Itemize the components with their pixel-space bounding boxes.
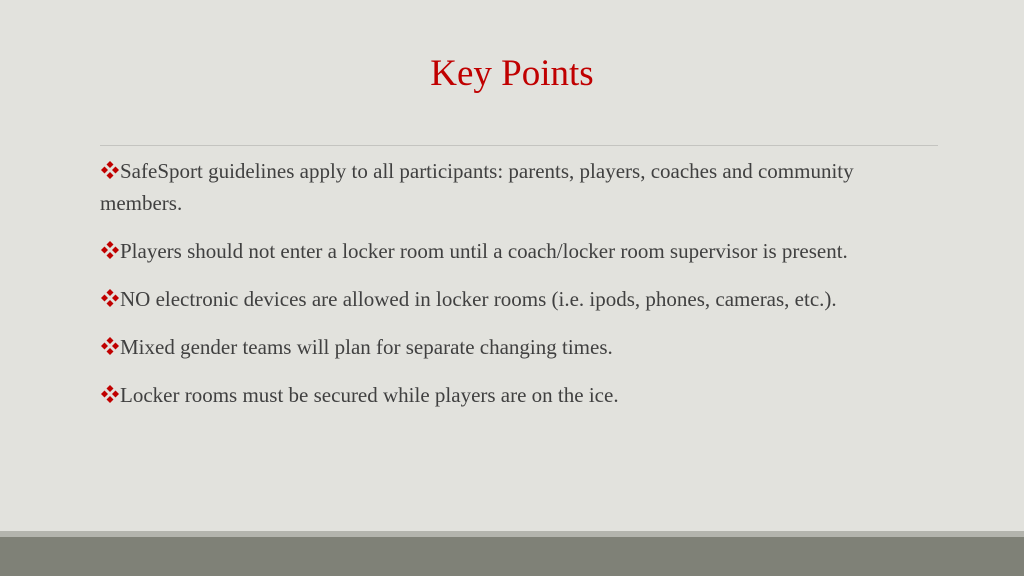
bullet-text: Mixed gender teams will plan for separate changing times. <box>120 335 613 359</box>
bullet-item <box>100 379 900 411</box>
diamond-quad-icon <box>100 336 120 356</box>
bullet-item <box>100 331 900 363</box>
diamond-quad-icon <box>100 160 120 180</box>
bullet-item <box>100 235 900 267</box>
diamond-quad-icon <box>100 288 120 308</box>
title-divider <box>100 145 938 146</box>
slide-title: Key Points <box>430 53 594 94</box>
bullet-item <box>100 283 900 315</box>
diamond-quad-icon <box>100 240 120 260</box>
bullet-text: NO electronic devices are allowed in locker rooms (i.e. ipods, phones, cameras, etc.). <box>120 287 837 311</box>
bullet-list <box>100 155 900 427</box>
bullet-item <box>100 155 900 219</box>
bullet-text: SafeSport guidelines apply to all participants: parents, players, coaches and community members. <box>100 159 854 215</box>
bullet-text: Locker rooms must be secured while players are on the ice. <box>120 383 619 407</box>
bullet-text: Players should not enter a locker room until a coach/locker room supervisor is present. <box>120 239 848 263</box>
footer-bar <box>0 537 1024 576</box>
diamond-quad-icon <box>100 384 120 404</box>
